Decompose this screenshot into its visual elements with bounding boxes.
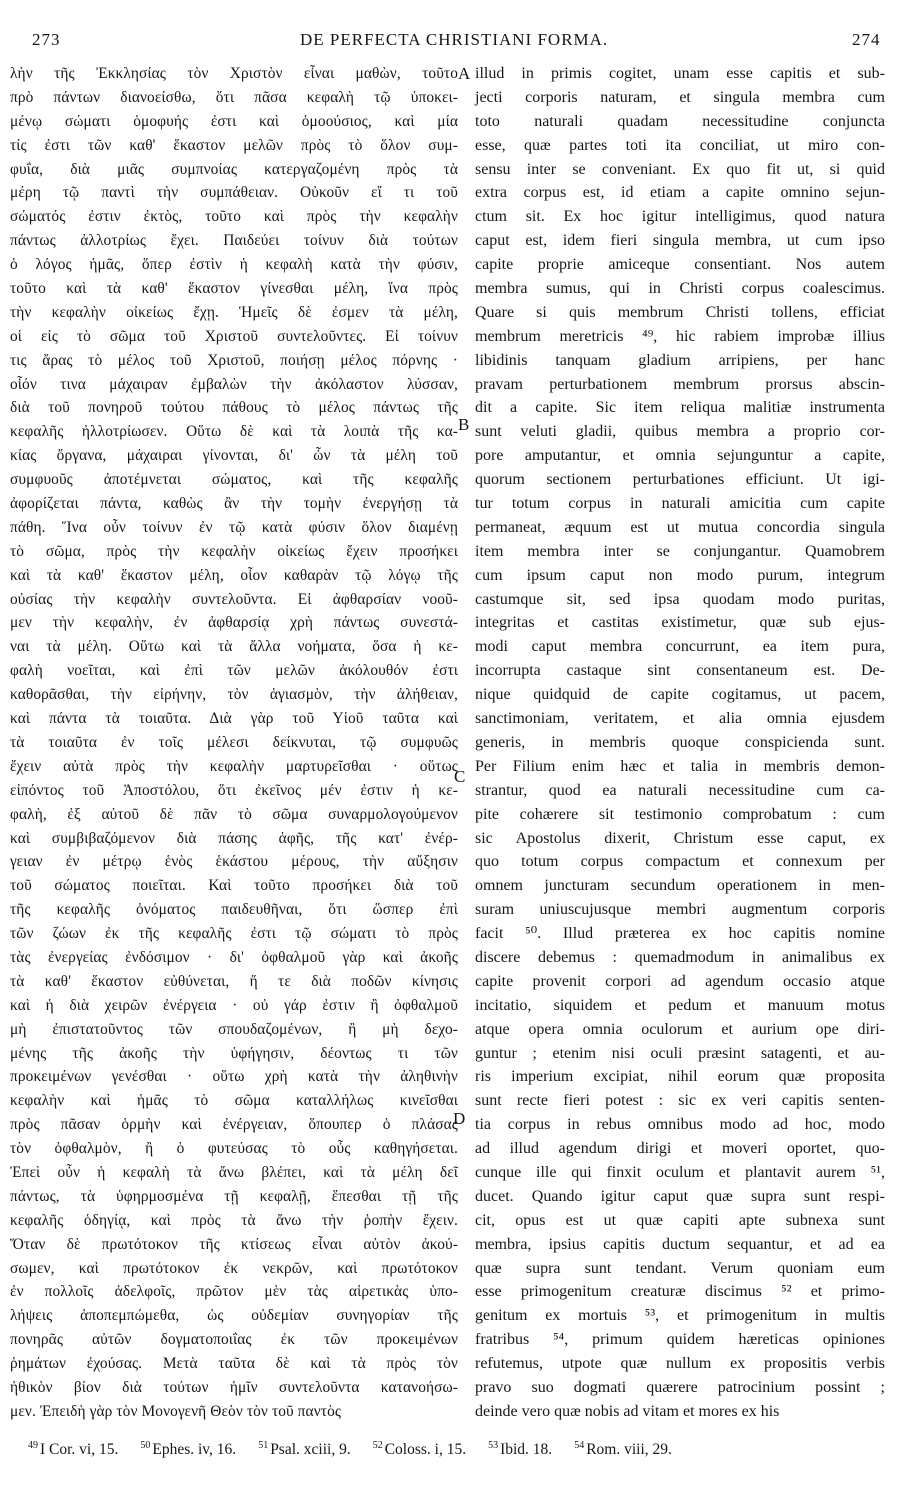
latin-text-line: capite proprie amiceque consentiant. Nos autem: [475, 256, 885, 274]
latin-text-line: sanctimoniam, veritatem, et alia omnia ejusdem: [475, 710, 885, 728]
greek-text-line: προκειμένων γενέσθαι · οὕτω χρὴ κατὰ τὴν ἀληθινὴν: [10, 1068, 458, 1086]
page-number-right: 274: [852, 30, 881, 49]
latin-text-line: pore amputantur, et omnia sejunguntur a capite,: [475, 447, 885, 465]
margin-marker-d: D: [453, 1109, 466, 1128]
footnote-number: 51: [258, 1440, 269, 1451]
greek-text-line: γειαν ἐν μέτρῳ ἑνὸς ἑκάστου μέρους, τὴν αὔξησιν: [10, 853, 458, 871]
latin-text-line: capite provenit corpori ad agendum occasio atque: [475, 972, 885, 990]
greek-text-line: τοῦ σώματος ποιεῖται. Καὶ τοῦτο προσήκει διὰ τοῦ: [10, 877, 458, 895]
latin-text-line: ad illud agendum dirigi et moveri oportet, quo-: [475, 1140, 885, 1158]
footnote-number: 50: [140, 1440, 151, 1451]
greek-text-line: μεν τὴν κεφαλὴν, ἐν ἀφθαρσίᾳ χρὴ πάντως συνεστά-: [10, 614, 458, 632]
greek-text-line: τὰ τοιαῦτα ἐν τοῖς μέλεσι δείκνυται, τῷ συμφυῶς: [10, 733, 458, 751]
latin-text-line: ducet. Quando igitur caput quæ supra sunt respi-: [475, 1187, 885, 1205]
latin-text-line: membrum meretricis ⁴⁹, hic rabiem improbæ illius: [475, 327, 885, 345]
greek-text-line: μὴ ἐπιστατοῦντος τῶν σπουδαζομένων, ἢ μὴ δεχο-: [10, 1020, 458, 1038]
latin-text-line: discere debemus : quemadmodum in animalibus ex: [475, 948, 885, 966]
footnote-number: 49: [28, 1440, 38, 1451]
latin-text-line: quo totum corpus compactum et connexum per: [475, 853, 885, 871]
greek-text-line: τὰ καθ' ἕκαστον εὐθύνεται, ἥ τε διὰ ποδῶν κίνησις: [10, 972, 458, 990]
greek-text-line: διὰ τοῦ πονηροῦ τούτου πάθους τὸ μέλος πάντως τῆς: [10, 399, 458, 417]
latin-text-line: fratribus ⁵⁴, primum quidem hæreticas opiniones: [475, 1331, 885, 1349]
greek-text-line: ὁ λόγος ἡμᾶς, ὅπερ ἐστὶν ἡ κεφαλὴ κατὰ τὴν φύσιν,: [10, 256, 458, 274]
latin-text-line: pravam perturbationem membrum prorsus abscin-: [475, 375, 885, 393]
greek-text-line: σώματός ἐστιν ἐκτὸς, τοῦτο καὶ πρὸς τὴν κεφαλὴν: [10, 208, 458, 226]
greek-text-line: κεφαλῆς ἠλλοτρίωσεν. Οὕτω δὲ καὶ τὰ λοιπὰ τῆς κα-: [10, 423, 458, 441]
footnote-reference: Ephes. iv, 16.: [152, 1441, 237, 1458]
footnote-reference: Coloss. i, 15.: [384, 1441, 467, 1458]
latin-text-line: cit, opus est ut quæ capiti apte subnexa sunt: [475, 1211, 885, 1229]
greek-text-line: μένῳ σώματι ὁμοφυής ἐστι καὶ ὁμοούσιος, καὶ μία: [10, 112, 458, 130]
latin-text-line: pite cohærere sit testimonio comprobatum : cum: [475, 805, 885, 823]
latin-text-line: suram uniuscujusque membri augmentum corporis: [475, 901, 885, 919]
latin-text-line: generis, in membris quoque conspicienda sunt.: [475, 733, 885, 751]
margin-marker-a: A: [458, 64, 471, 83]
greek-text-line: καθορᾶσθαι, τὴν εἰρήνην, τὸν ἁγιασμὸν, τὴν ἀλήθειαν,: [10, 686, 458, 704]
footnote-number: 53: [488, 1440, 499, 1451]
greek-text-line: λήψεις ἀποπεμπώμεθα, ὡς οὐδεμίαν συνηγορίαν τῆς: [10, 1307, 458, 1325]
latin-text-line: Per Filium enim hæc et talia in membris demon-: [475, 757, 885, 775]
latin-text-line: item membra inter se conjungantur. Quamobrem: [475, 542, 885, 560]
greek-text-line: μεν. Ἐπειδὴ γὰρ τὸν Μονογενῆ Θεὸν τὸν τοῦ παντὸς: [10, 1402, 342, 1420]
greek-text-line: ἔχειν αὐτὰ πρὸς τὴν κεφαλὴν μαρτυρεῖσθαι · οὕτως: [10, 757, 458, 775]
greek-text-line: φαλὴ νοεῖται, καὶ ἐπὶ τῶν μελῶν ἀκόλουθόν ἐστι: [10, 662, 458, 680]
latin-text-line: incorrupta castaque sint consentaneum est. De-: [475, 662, 885, 680]
latin-text-line: ris imperium excipiat, nihil eorum quæ proposita: [475, 1068, 885, 1086]
latin-text-line: ctum sit. Ex hoc igitur intelligimus, quod natura: [475, 208, 885, 226]
latin-text-line: deinde vero quæ nobis ad vitam et mores ex his: [475, 1402, 780, 1420]
greek-text-line: λὴν τῆς Ἐκκλησίας τὸν Χριστὸν εἶναι μαθὼν, τοῦτο: [10, 65, 458, 82]
greek-text-line: πονηρᾶς αὐτῶν δογματοποιΐας ἐκ τῶν προκειμένων: [10, 1331, 458, 1349]
latin-text-line: jecti corporis naturam, et singula membra cum: [475, 88, 885, 106]
latin-text-line: illud in primis cogitet, unam esse capitis et sub-: [475, 65, 885, 82]
latin-text-line: membra, ipsius capitis ductum sequantur, et ad ea: [475, 1235, 885, 1253]
greek-text-line: τῆς κεφαλῆς ὀνόματος παιδευθῆναι, ὅτι ὥσπερ ἐπὶ: [10, 901, 458, 919]
greek-text-line: τὸν ὀφθαλμὸν, ἢ ὁ φυτεύσας τὸ οὖς καθηγήσεται.: [10, 1140, 458, 1158]
latin-text-line: sensu inter se conveniant. Ex quo fit ut, si quid: [475, 160, 885, 178]
latin-text-line: libidinis tanquam gladium arripiens, per hanc: [475, 351, 885, 369]
greek-text-line: συμφυοῦς ἀποτέμνεται σώματος, καὶ τῆς κεφαλῆς: [10, 471, 458, 489]
footnote: [140, 1440, 236, 1459]
greek-text-line: εἰπόντος τοῦ Ἀποστόλου, ὅτι ἐκεῖνος μέν ἐστιν ἡ κε-: [10, 781, 458, 799]
latin-text-line: cunque ille qui finxit oculum et plantavit aurem ⁵¹,: [475, 1163, 885, 1181]
latin-text-line: Quare si quis membrum Christi tollens, efficiat: [475, 303, 885, 321]
latin-text-line: esse primogenitum creaturæ discimus ⁵² et primo-: [475, 1283, 885, 1301]
greek-text-line: καὶ πάντα τὰ τοιαῦτα. Διὰ γὰρ τοῦ Υἱοῦ ταῦτα καὶ: [10, 710, 458, 728]
margin-marker-c: C: [454, 767, 466, 786]
greek-text-line: φυΐα, διὰ μιᾶς συμπνοίας κατεργαζομένη πρὸς τὰ: [10, 160, 458, 178]
greek-text-line: ἐν πολλοῖς ἀδελφοῖς, πρῶτον μὲν τὰς αἱρετικὰς ὑπο-: [10, 1283, 458, 1301]
footnote-number: 54: [574, 1440, 585, 1451]
greek-text-line: πάντως, τὰ ὑφηρμοσμένα τῇ κεφαλῇ, ἕπεσθαι τῇ τῆς: [10, 1187, 458, 1205]
latin-text-line: tia corpus in rebus omnibus modo ad hoc, modo: [475, 1116, 885, 1134]
greek-text-line: καὶ τὰ καθ' ἕκαστον μέλη, οἷον καθαρὰν τῷ λόγῳ τῆς: [10, 566, 458, 584]
latin-text-line: facit ⁵⁰. Illud præterea ex hoc capitis nomine: [475, 925, 885, 943]
greek-text-line: ἠθικὸν βίον διὰ τούτων ἡμῖν συντελοῦντα κατανοήσω-: [10, 1378, 458, 1396]
greek-text-line: μένης τῆς ἀκοῆς τὴν ὑφήγησιν, δέοντως τι τῶν: [10, 1044, 458, 1062]
greek-text-line: οἱ εἰς τὸ σῶμα τοῦ Χριστοῦ συντελοῦντες. Εἰ τοίνυν: [10, 327, 458, 345]
greek-text-line: τὸ σῶμα, πρὸς τὴν κεφαλὴν οἰκείως ἔχειν προσήκει: [10, 542, 458, 560]
latin-text-line: dit a capite. Sic item reliqua malitiæ instrumenta: [475, 399, 885, 417]
greek-text-line: οὐσίας τὴν κεφαλὴν συντελοῦντα. Εἰ ἀφθαρσίαν νοοῦ-: [10, 590, 458, 608]
greek-text-line: τὰς ἐνεργείας ἐνδόσιμον · δι' ὀφθαλμοῦ γὰρ καὶ ἀκοῆς: [10, 948, 458, 966]
greek-text-line: κεφαλὴν καὶ ἡμᾶς τὸ σῶμα καταλλήλως κινεῖσθαι: [10, 1092, 458, 1110]
footnote: [258, 1440, 351, 1459]
greek-text-line: τὴν κεφαλὴν οἰκείως ἔχῃ. Ἡμεῖς δὲ ἐσμεν τὰ μέλη,: [10, 303, 458, 321]
latin-text-line: membra sumus, qui in Christi corpus coalescimus.: [475, 280, 885, 298]
greek-text-line: ναι τὰ μέλη. Οὕτω καὶ τὰ ἄλλα νοήματα, ὅσα ἡ κε-: [10, 638, 458, 656]
latin-text-column: [475, 62, 885, 1424]
greek-text-line: μέρη τῷ παντὶ τὴν συμπάθειαν. Οὐκοῦν εἴ τι τοῦ: [10, 184, 458, 202]
greek-text-line: κίας ὄργανα, μάχαιραι γίνονται, δι' ὧν τὰ μέλη τοῦ: [10, 447, 458, 465]
latin-text-line: sunt veluti gladii, quibus membra a proprio cor-: [475, 423, 885, 441]
latin-text-line: caput est, idem fieri singula membra, ut cum ipso: [475, 232, 885, 250]
latin-text-line: nique quidquid de capite cogitamus, ut pacem,: [475, 686, 885, 704]
footnote: [488, 1440, 552, 1459]
greek-text-line: τοῦτο καὶ τὰ καθ' ἕκαστον γίνεσθαι μέλη, ἵνα πρὸς: [10, 280, 458, 298]
greek-text-line: πάθη. Ἵνα οὖν τοίνυν ἐν τῷ κατὰ φύσιν ὅλον διαμένῃ: [10, 518, 458, 536]
greek-text-line: Ἐπεὶ οὖν ἡ κεφαλὴ τὰ ἄνω βλέπει, καὶ τὰ μέλη δεῖ: [10, 1163, 458, 1181]
latin-text-line: permaneat, æquum est ut mutua concordia singula: [475, 518, 885, 536]
greek-text-line: πρὸς πᾶσαν ὁρμὴν καὶ ἐνέργειαν, ὅπουπερ ὁ πλάσας: [10, 1116, 458, 1134]
latin-text-line: cum ipsum caput non modo purum, integrum: [475, 566, 885, 584]
greek-text-line: οἷόν τινα μάχαιραν ἐμβαλὼν τὴν ἀκόλαστον λύσσαν,: [10, 375, 458, 393]
greek-text-line: τῶν ζώων ἐκ τῆς κεφαλῆς ἐστι τῷ σώματι τὸ πρὸς: [10, 925, 458, 943]
latin-text-line: integritas et castitas existimetur, quæ sub ejus-: [475, 614, 885, 632]
latin-text-line: tur totum corpus in naturali amicitia cum capite: [475, 495, 885, 513]
latin-text-line: incitatio, siquidem et pedum et manuum motus: [475, 996, 885, 1014]
page-number-left: 273: [32, 30, 61, 49]
footnote-reference: Psal. xciii, 9.: [270, 1441, 351, 1458]
latin-text-line: sic Apostolus dixerit, Christum esse caput, ex: [475, 829, 885, 847]
latin-text-line: genitum ex mortuis ⁵³, et primogenitum in multis: [475, 1307, 885, 1325]
greek-text-line: καὶ ἡ διὰ χειρῶν ἐνέργεια · οὐ γάρ ἐστιν ἢ ὀφθαλμοῦ: [10, 996, 458, 1014]
footnotes: [28, 1440, 898, 1459]
latin-text-line: toto naturali quadam necessitudine conjuncta: [475, 112, 885, 130]
footnote-number: 52: [372, 1440, 383, 1451]
greek-text-line: ῥημάτων ἐχούσας. Μετὰ ταῦτα δὲ καὶ τὰ πρὸς τὸν: [10, 1355, 458, 1373]
footnote: [574, 1440, 672, 1459]
latin-text-line: guntur ; etenim nisi oculi præsint satagenti, et au-: [475, 1044, 885, 1062]
latin-text-line: extra corpus est, id etiam a capite omnino sejun-: [475, 184, 885, 202]
footnote: [28, 1440, 118, 1459]
greek-text-column: [10, 62, 458, 1424]
footnote: [373, 1440, 466, 1459]
greek-text-line: πάντως ἀλλοτρίως ἔχει. Παιδεύει τοίνυν διὰ τούτων: [10, 232, 458, 250]
latin-text-line: strantur, quod ea naturali necessitudine cum ca-: [475, 781, 885, 799]
margin-marker-b: B: [458, 415, 470, 434]
latin-text-line: modi caput membra concurrunt, ea item pura,: [475, 638, 885, 656]
latin-text-line: quæ supra sunt tendant. Verum quoniam eum: [475, 1259, 885, 1277]
greek-text-line: Ὅταν δὲ πρωτότοκον τῆς κτίσεως εἶναι αὐτὸν ἀκού-: [10, 1235, 458, 1253]
latin-text-line: quorum sectionem perturbationes efficiunt. Ut igi-: [475, 471, 885, 489]
greek-text-line: φαλὴ, ἐξ αὐτοῦ δὲ πᾶν τὸ σῶμα συναρμολογούμενον: [10, 805, 458, 823]
footnote-reference: Rom. viii, 29.: [586, 1441, 672, 1458]
latin-text-line: esse, quæ partes toti ita conciliat, ut miro con-: [475, 136, 885, 154]
latin-text-line: castumque sit, sed ipsa quodam modo puritas,: [475, 590, 885, 608]
greek-text-line: τίς ἐστι τῶν καθ' ἕκαστον μελῶν πρὸς τὸ ὅλον συμ-: [10, 136, 458, 154]
greek-text-line: πρὸ πάντων διανοείσθω, ὅτι πᾶσα κεφαλὴ τῷ ὑποκει-: [10, 88, 458, 106]
running-title: DE PERFECTA CHRISTIANI FORMA.: [300, 30, 609, 49]
footnote-reference: Ibid. 18.: [500, 1441, 553, 1458]
greek-text-line: τις ἄρας τὸ μέλος τοῦ Χριστοῦ, ποιήσῃ μέλος πόρνης ·: [10, 351, 458, 369]
latin-text-line: atque opera omnia oculorum et aurium ope diri-: [475, 1020, 885, 1038]
latin-text-line: pravo suo dogmati quærere patrocinium possint ;: [475, 1378, 885, 1396]
latin-text-line: sunt recte fieri potest : sic ex veri capitis senten-: [475, 1092, 885, 1110]
latin-text-line: omnem juncturam secundum operationem in men-: [475, 877, 885, 895]
greek-text-line: σωμεν, καὶ πρωτότοκον ἐκ νεκρῶν, καὶ πρωτότοκον: [10, 1259, 458, 1277]
latin-text-line: refutemus, utpote quæ nullum ex propositis verbis: [475, 1355, 885, 1373]
footnote-reference: I Cor. vi, 15.: [40, 1441, 119, 1458]
greek-text-line: κεφαλῆς ὁδηγίᾳ, καὶ πρὸς τὰ ἄνω τὴν ῥοπὴν ἔχειν.: [10, 1211, 458, 1229]
greek-text-line: ἀφορίζεται πάντα, καθὼς ἂν τὴν τομὴν ἐνεργήσῃ τὰ: [10, 495, 458, 513]
greek-text-line: καὶ συμβιβαζόμενον διὰ πάσης ἁφῆς, τῆς κατ' ἐνέρ-: [10, 829, 458, 847]
